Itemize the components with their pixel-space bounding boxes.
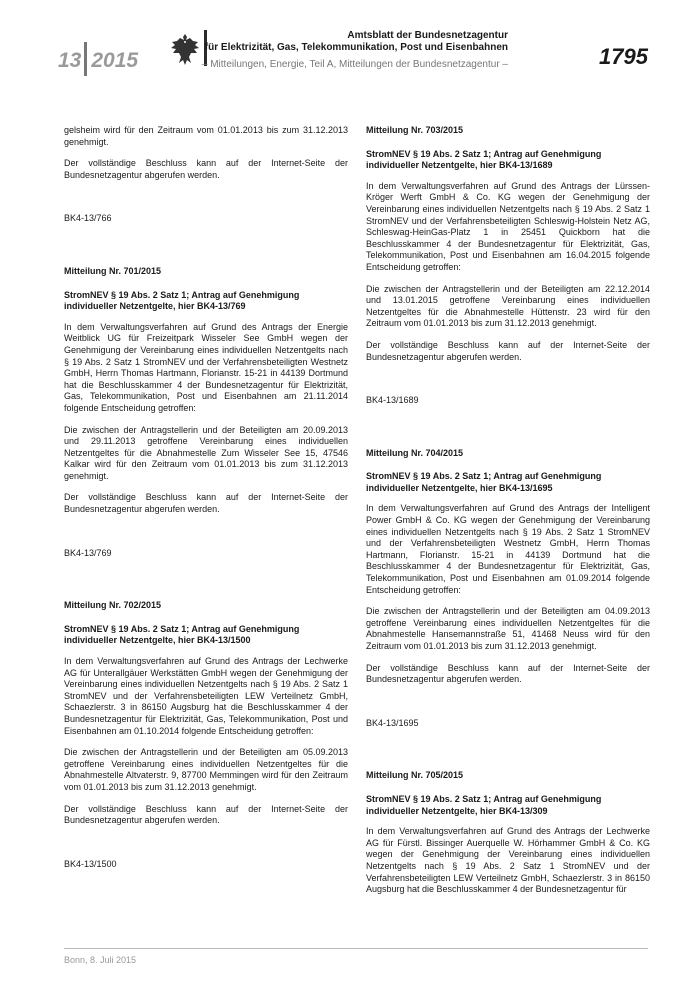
notice-heading: Mitteilung Nr. 704/2015: [366, 447, 464, 458]
continuation-reference: BK4-13/766: [64, 213, 112, 224]
notice-701: [64, 266, 348, 559]
notice-heading: Mitteilung Nr. 705/2015: [366, 770, 464, 781]
notice-subheading: StromNEV § 19 Abs. 2 Satz 1; Antrag auf Genehmigung individueller Netzentgelte, hier BK4-13/309: [366, 793, 602, 816]
footer-divider: [64, 948, 648, 949]
right-column: [366, 125, 650, 906]
page-number: 1795: [599, 44, 648, 69]
notice-reference: BK4-13/769: [64, 547, 112, 558]
issue-number: 13: [58, 49, 82, 72]
notice-paragraph: Die zwischen der Antragstellerin und der Beteiligten am 22.12.2014 und 13.01.2015 getroffene Vereinbarung eines individuellen Netzentgeltes für die Abnahmestelle Hüttenstr. 23 wird für den Zeitraum vom 01.01.2013 bis zum 31.12.2013 genehmigt.: [366, 283, 650, 329]
notice-availability: Der vollständige Beschluss kann auf der Internet-Seite der Bundesnetzagentur abgerufen werden.: [64, 492, 348, 515]
publication-title-line1: Amtsblatt der Bundesnetzagentur: [347, 30, 508, 41]
notice-subheading: StromNEV § 19 Abs. 2 Satz 1; Antrag auf Genehmigung individueller Netzentgelte, hier BK4-13/769: [64, 289, 300, 312]
notice-heading: Mitteilung Nr. 701/2015: [64, 265, 162, 276]
notice-702: [64, 600, 348, 870]
notice-paragraph: Die zwischen der Antragstellerin und der Beteiligten am 20.09.2013 und 29.11.2013 getroffene Vereinbarung eines individuellen Netzentgeltes für die Abnahmestelle Zum Wisseler See 15, 47546 Kalkar wird für den Zeitraum vom 01.01.2013 bis zum 31.12.2013 genehmigt.: [64, 424, 348, 481]
notice-705: [366, 770, 650, 895]
left-column: [64, 125, 348, 870]
notice-paragraph: In dem Verwaltungsverfahren auf Grund des Antrags der Lechwerke AG für Unterallgäuer Werkstätten GmbH wegen der Genehmigung der Vereinbarung eines individuellen Netzentgelts nach § 19 Abs. 2 Satz 1 StromNEV und der Verfahrensbeteiligten LEW Verteilnetz GmbH, Schaezlerstr. 3 in 86150 Augsburg hat die Beschlusskammer 4 der Bundesnetzagentur für Elektrizität, Gas, Telekommunikation, Post und Eisenbahnen am 01.10.2014 folgende Entscheidung getroffen:: [64, 656, 348, 736]
notice-availability: Der vollständige Beschluss kann auf der Internet-Seite der Bundesnetzagentur abgerufen werden.: [64, 803, 348, 826]
continuation-notice: Der vollständige Beschluss kann auf der Internet-Seite der Bundesnetzagentur abgerufen werden.: [64, 158, 348, 180]
notice-reference: BK4-13/1689: [366, 395, 419, 406]
notice-paragraph: In dem Verwaltungsverfahren auf Grund des Antrags der Energie Weitblick UG für Freizeitpark Wisseler See GmbH wegen der Genehmigung der Vereinbarung eines individuellen Netzentgelts nach § 19 Abs. 2 Satz 1 StromNEV und der Verfahrensbeteiligten Westnetz GmbH, Herrn Thomas Hartmann, Florianstr. 15-21 in 44139 Dortmund hat die Beschlusskammer 4 der Bundesnetzagentur für Elektrizität, Gas, Telekommunikation, Post und Eisenbahnen am 21.11.2014 folgende Entscheidung getroffen:: [64, 321, 348, 413]
notice-paragraph: In dem Verwaltungsverfahren auf Grund des Antrags der Lechwerke AG für Fürstl. Bissinger Auerquelle W. Hörhammer GmbH & Co. KG wegen der Genehmigung der Vereinbarung eines individuellen Netzentgelts nach § 19 Abs. 2 Satz 1 StromNEV und der Verfahrensbeteiligten LEW Verteilnetz GmbH, Schaezlerstr. 3 in 86150 Augsburg hat die Beschlusskammer 4 der Bundesnetzagentur für: [366, 826, 650, 895]
notice-subheading: StromNEV § 19 Abs. 2 Satz 1; Antrag auf Genehmigung individueller Netzentgelte, hier BK4-13/1500: [64, 623, 300, 646]
notice-reference: BK4-13/1500: [64, 858, 117, 869]
federal-eagle-icon: [170, 32, 200, 68]
notice-availability: Der vollständige Beschluss kann auf der Internet-Seite der Bundesnetzagentur abgerufen werden.: [366, 662, 650, 685]
notice-paragraph: Die zwischen der Antragstellerin und der Beteiligten am 04.09.2013 getroffene Vereinbarung eines individuellen Netzentgeltes für die Abnahmestelle Hansemannstraße 51, 41468 Neuss wird für den Zeitraum vom 01.01.2013 bis zum 31.12.2013 genehmigt.: [366, 606, 650, 651]
continuation-text: gelsheim wird für den Zeitraum vom 01.01.2013 bis zum 31.12.2013 genehmigt.: [64, 125, 348, 147]
issue-label: [58, 42, 138, 76]
publication-title: [205, 30, 508, 54]
notice-heading: Mitteilung Nr. 702/2015: [64, 600, 162, 611]
notice-reference: BK4-13/1695: [366, 717, 419, 728]
notice-availability: Der vollständige Beschluss kann auf der Internet-Seite der Bundesnetzagentur abgerufen werden.: [366, 339, 650, 362]
notice-heading: Mitteilung Nr. 703/2015: [366, 125, 464, 135]
notice-paragraph: Die zwischen der Antragstellerin und der Beteiligten am 05.09.2013 getroffene Vereinbarung eines individuellen Netzentgeltes für die Abnahmestelle Altvaterstr. 9, 87700 Memmingen wird für den Zeitraum vom 01.01.2013 bis zum 31.12.2013 genehmigt.: [64, 747, 348, 792]
issue-divider: [84, 42, 87, 76]
notice-paragraph: In dem Verwaltungsverfahren auf Grund des Antrags der Lürssen-Kröger Werft GmbH & Co. KG wegen der Genehmigung der Vereinbarung eines individuellen Netzentgelts nach § 19 Abs. 2 Satz 1 StromNEV und der Verfahrensbeteiligten Schleswig-Holstein Netz AG, Schleswag-HeinGas-Platz 1 in 25451 Quickborn hat die Beschlusskammer 4 der Bundesnetzagentur für Elektrizität, Gas, Telekommunikation, Post und Eisenbahnen am 16.04.2015 folgende Entscheidung getroffen:: [366, 180, 650, 272]
notice-703: [366, 125, 650, 407]
notice-704: [366, 448, 650, 730]
notice-subheading: StromNEV § 19 Abs. 2 Satz 1; Antrag auf Genehmigung individueller Netzentgelte, hier BK4-13/1689: [366, 148, 602, 171]
issue-year: 2015: [91, 49, 139, 72]
publication-title-line2: für Elektrizität, Gas, Telekommunikation, Post und Eisenbahnen: [204, 42, 508, 53]
section-line: – Mitteilungen, Energie, Teil A, Mitteilungen der Bundesnetzagentur –: [201, 59, 508, 70]
footer-place-date: Bonn, 8. Juli 2015: [64, 955, 137, 965]
notice-subheading: StromNEV § 19 Abs. 2 Satz 1; Antrag auf Genehmigung individueller Netzentgelte, hier BK4-13/1695: [366, 471, 602, 493]
notice-paragraph: In dem Verwaltungsverfahren auf Grund des Antrags der Intelligent Power GmbH & Co. KG wegen der Genehmigung der Vereinbarung eines individuellen Netzentgelts nach § 19 Abs. 2 Satz 1 StromNEV und der Verfahrensbeteiligten Westnetz GmbH, Herrn Thomas Hartmann, Florianstr. 15-21 in 44139 Dortmund hat die Beschlusskammer 4 der Bundesnetzagentur für Elektrizität, Gas, Telekommunikation, Post und Eisenbahnen am 01.09.2014 folgende Entscheidung getroffen:: [366, 503, 650, 595]
